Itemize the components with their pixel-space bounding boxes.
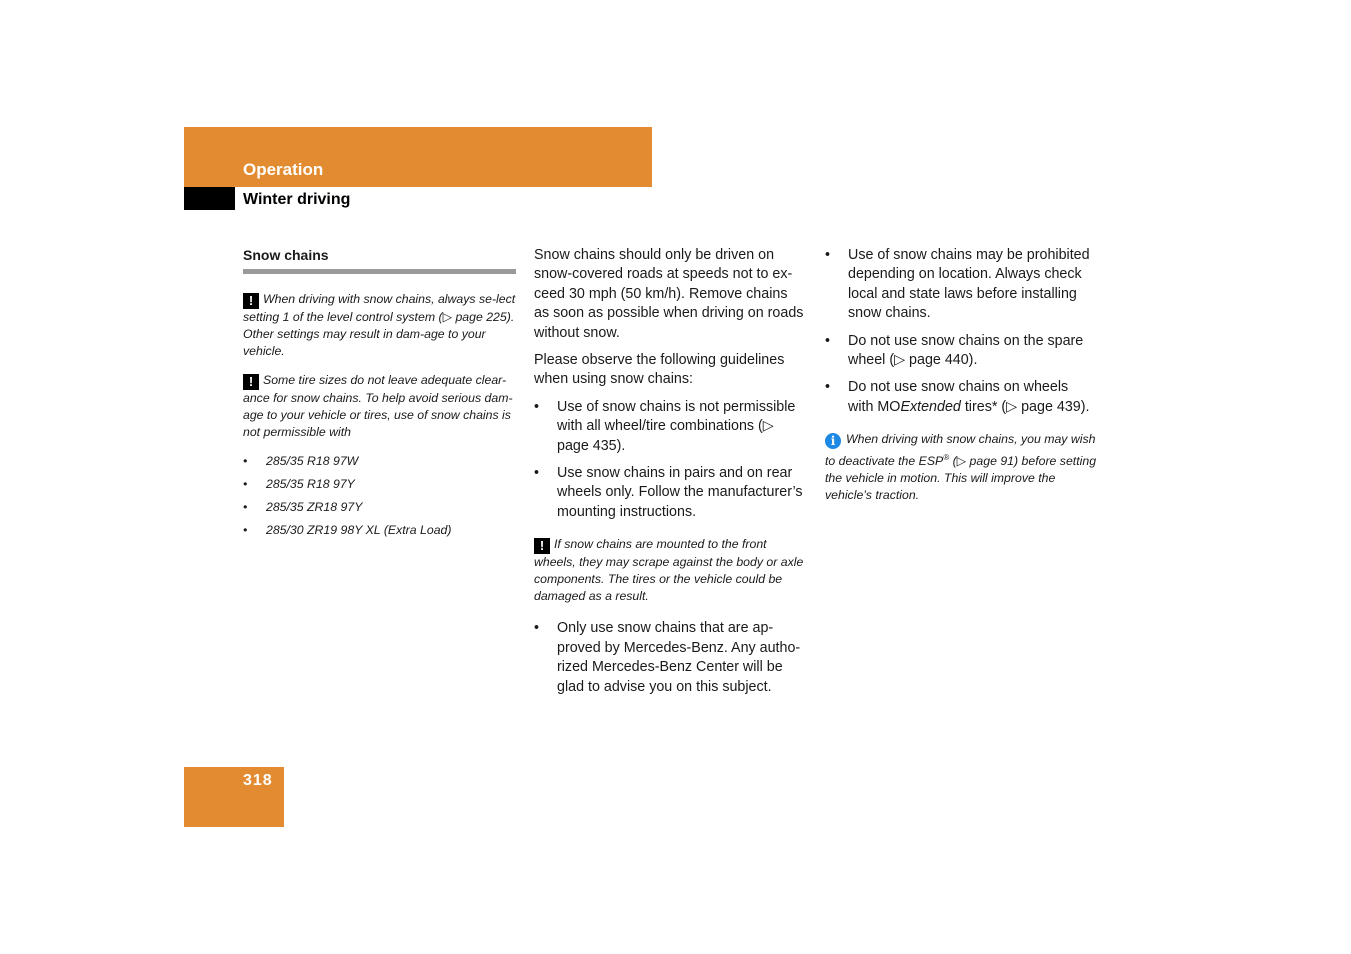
list-item: • 285/35 R18 97W: [243, 453, 516, 470]
restrictions-list: [825, 246, 1097, 417]
warning-icon: !: [534, 538, 550, 554]
warning-note-text: When driving with snow chains, always se-lect setting 1 of the level control system (▷ page 225). Other settings may result in dam-age to your vehicle.: [243, 292, 516, 359]
column-middle: [534, 246, 806, 705]
tire-size-list: [243, 453, 516, 539]
guidelines-list: [534, 398, 806, 522]
snow-chains-heading: Snow chains: [243, 246, 516, 274]
list-item: • 285/35 R18 97Y: [243, 476, 516, 493]
section-marker: [184, 187, 235, 210]
warning-icon: !: [243, 293, 259, 309]
approved-chains-list: [534, 619, 806, 697]
warning-note-front-wheels: [534, 536, 806, 605]
warning-note-text: If snow chains are mounted to the front wheels, they may scrape against the body or axle components. The tires or the vehicle could be damaged as a result.: [534, 537, 804, 604]
warning-note-level-control: [243, 291, 516, 360]
section-title: Operation: [243, 160, 324, 179]
list-item: • Use of snow chains is not permissible with all wheel/tire combinations (▷ page 435).: [534, 398, 806, 456]
warning-note-tire-clearance: [243, 372, 516, 441]
list-item: • Only use snow chains that are ap-proved by Mercedes-Benz. Any autho-rized Mercedes-Benz Center will be glad to advise you on this subject.: [534, 619, 806, 697]
list-item: • Use snow chains in pairs and on rear wheels only. Follow the manufacturer’s mounting instructions.: [534, 464, 806, 522]
warning-icon: !: [243, 374, 259, 390]
info-note-esp: i When driving with snow chains, you may wish to deactivate the ESP® (▷ page 91) before setting the vehicle in motion. This will improve the vehicle’s traction.: [825, 432, 1097, 503]
list-item: • 285/35 ZR18 97Y: [243, 499, 516, 516]
list-item: • 285/30 ZR19 98Y XL (Extra Load): [243, 522, 516, 539]
column-right: [825, 246, 1097, 516]
list-item: • Use of snow chains may be prohibited depending on location. Always check local and state laws before installing snow chains.: [825, 246, 1097, 324]
paragraph-speed: Snow chains should only be driven on snow-covered roads at speeds not to ex-ceed 30 mph (50 km/h). Remove chains as soon as possible when driving on roads without snow.: [534, 247, 804, 341]
column-left: [243, 246, 516, 545]
list-item: • Do not use snow chains on the spare wheel (▷ page 440).: [825, 332, 1097, 371]
page-number: 318: [243, 772, 273, 789]
paragraph-guidelines: Please observe the following guidelines when using snow chains:: [534, 352, 785, 388]
subsection-title: Winter driving: [243, 191, 351, 208]
list-item: • Do not use snow chains on wheels with MOExtended tires* (▷ page 439).: [825, 378, 1097, 417]
info-icon: i: [825, 433, 841, 449]
warning-note-text: Some tire sizes do not leave adequate clear-ance for snow chains. To help avoid serious dam-age to your vehicle or tires, use of snow chains is not permissible with: [243, 373, 513, 440]
